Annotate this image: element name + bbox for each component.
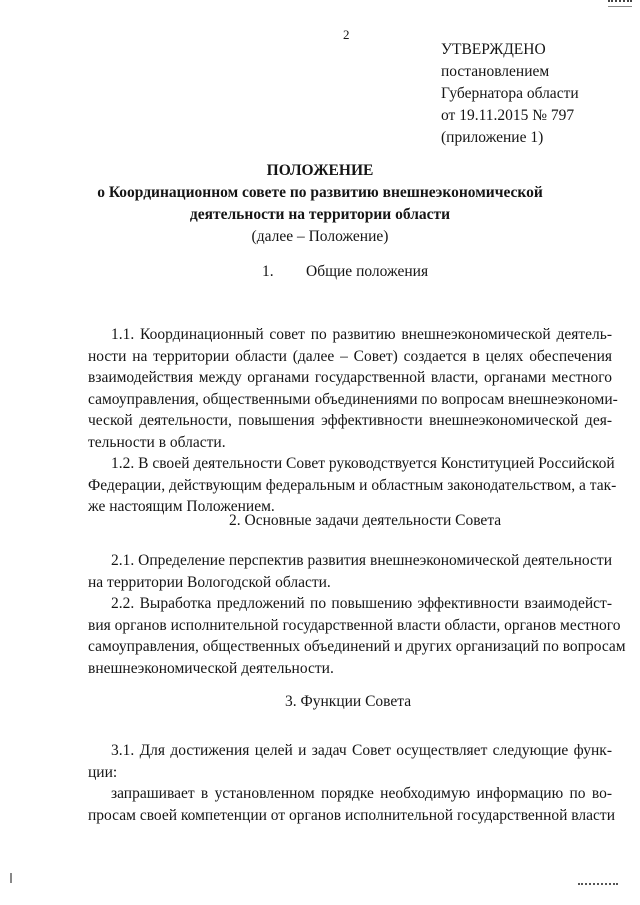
scan-mark: [10, 873, 12, 883]
section-heading: Общие положения: [306, 263, 429, 280]
text-line: 1.1. Координационный совет по развитию внешнеэкономической деятель-: [111, 326, 612, 343]
text-line: 2.2. Выработка предложений по повышению эффективности взаимодейст-: [111, 595, 612, 612]
scan-mark: [608, 0, 632, 7]
text-line: внешнеэкономической деятельности.: [88, 659, 334, 677]
paragraph: [88, 783, 615, 826]
title-note: (далее – Положение): [251, 228, 389, 245]
approval-line: от 19.11.2015 № 797: [441, 107, 575, 124]
text-line: самоуправления, общественными объединениями по вопросам внешнеэкономи-: [88, 390, 618, 408]
section-heading: 2. Основные задачи деятельности Совета: [229, 512, 502, 529]
text-line: на территории Вологодской области.: [88, 573, 331, 591]
approval-line: постановлением: [441, 63, 550, 80]
text-line: 2.1. Определение перспектив развития внешнеэкономической деятельности: [111, 552, 612, 569]
approval-line: Губернатора области: [441, 85, 579, 102]
page-number: 2: [343, 27, 350, 42]
section-heading: 3. Функции Совета: [285, 693, 412, 710]
title-heading: ПОЛОЖЕНИЕ: [266, 162, 374, 179]
text-line: 1.2. В своей деятельности Совет руководствуется Конституцией Российской: [111, 455, 615, 472]
approval-line: (приложение 1): [441, 129, 544, 146]
text-line: самоуправления, общественных объединений и других организаций по вопросам: [88, 638, 626, 655]
text-line: взаимодействия между органами государственной власти, органами местного: [88, 369, 612, 386]
document-title: [0, 160, 640, 248]
paragraph: [88, 453, 617, 518]
title-subtitle: о Координационном совете по развитию внешнеэкономической: [97, 184, 543, 201]
approval-stamp-block: [441, 39, 579, 149]
paragraph: [88, 593, 626, 679]
title-subtitle: деятельности на территории области: [189, 206, 451, 223]
text-line: просам своей компетенции от органов исполнительной государственной власти: [88, 806, 615, 824]
scan-mark: [578, 883, 618, 887]
text-line: запрашивает в установленном порядке необходимую информацию по во-: [111, 785, 612, 802]
text-line: 3.1. Для достижения целей и задач Совет осуществляет следующие функ-: [111, 742, 612, 759]
text-line: же настоящим Положением.: [88, 498, 275, 515]
approval-line: УТВЕРЖДЕНО: [441, 41, 546, 58]
text-line: тельности в области.: [88, 433, 226, 451]
paragraph: [88, 740, 612, 783]
text-line: вия органов исполнительной государственной власти области, органов местного: [88, 616, 621, 634]
text-line: ции:: [88, 763, 118, 781]
paragraph: [88, 550, 612, 593]
text-line: ности на территории области (далее – Совет) создается в целях обеспечения: [88, 347, 612, 365]
text-line: Федерации, действующим федеральным и областным законодательством, а так-: [88, 476, 617, 494]
paragraph: [88, 324, 618, 453]
section-number: 1.: [262, 263, 274, 280]
text-line: ческой деятельности, повышения эффективности внешнеэкономической дея-: [88, 412, 612, 429]
